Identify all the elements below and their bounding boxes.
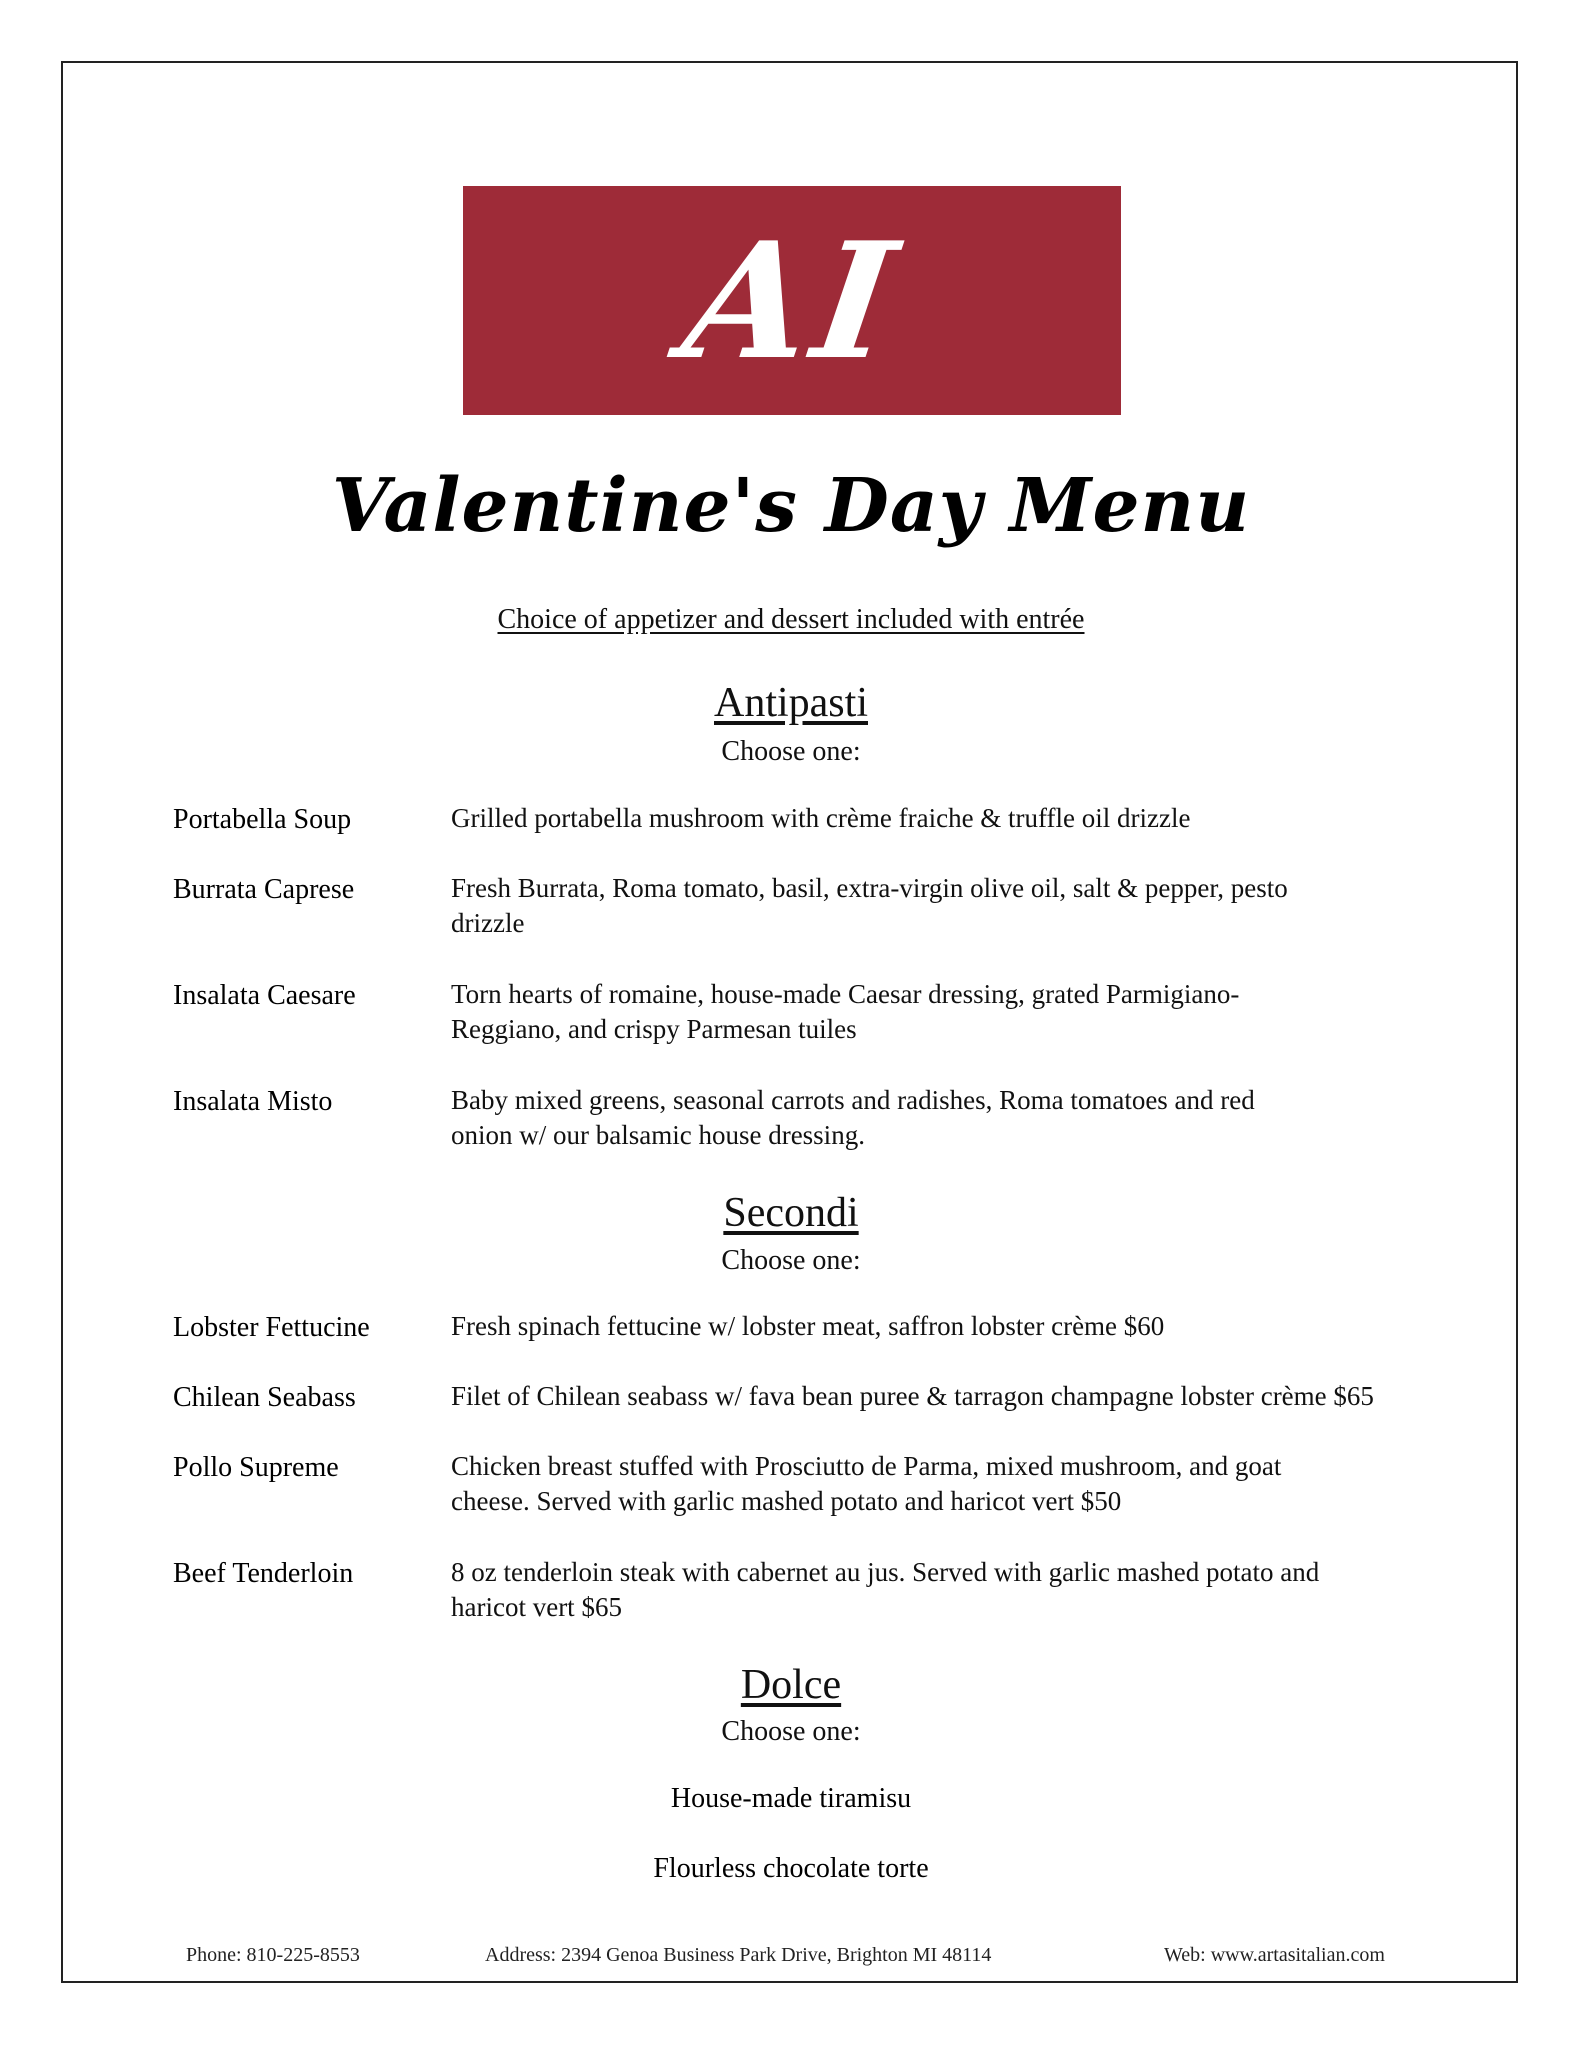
section-heading-antipasti: Antipasti [714,680,868,726]
menu-item-description: Torn hearts of romaine, house-made Caesar dressing, grated Parmigiano-Reggiano, and crispy Parmesan tuiles [451,979,1240,1044]
menu-item-name: Insalata Misto [173,1086,333,1117]
choose-one-secondi: Choose one: [721,1245,861,1276]
dessert-item: House-made tiramisu [670,1783,912,1814]
logo-text: AI [673,206,911,395]
footer-address: Address: 2394 Genoa Business Park Drive, Brighton MI 48114 [485,1944,992,1966]
menu-item-name: Burrata Caprese [173,874,355,905]
section-heading-secondi: Secondi [723,1190,859,1236]
menu-item-description: Baby mixed greens, seasonal carrots and radishes, Roma tomatoes and red onion w/ our balsamic house dressing. [451,1085,1255,1150]
menu-subtitle: Choice of appetizer and dessert included with entrée [497,604,1085,635]
menu-item-name: Lobster Fettucine [173,1312,370,1343]
menu-item-description: Filet of Chilean seabass w/ fava bean puree & tarragon champagne lobster crème $65 [451,1381,1374,1411]
footer-phone: Phone: 810-225-8553 [186,1944,360,1966]
menu-item-name: Chilean Seabass [173,1382,356,1413]
menu-item-description: 8 oz tenderloin steak with cabernet au jus. Served with garlic mashed potato and haricot vert $65 [451,1557,1320,1622]
page-title: Valentine's Day Menu [331,463,1251,549]
footer-website: Web: www.artasitalian.com [1164,1944,1385,1966]
menu-item-description: Fresh spinach fettucine w/ lobster meat, saffron lobster crème $60 [451,1311,1165,1341]
menu-item-name: Insalata Caesare [173,980,356,1011]
choose-one-dolce: Choose one: [721,1716,861,1747]
logo [463,186,1121,415]
menu-item-name: Pollo Supreme [173,1452,339,1483]
choose-one-antipasti: Choose one: [721,736,861,767]
menu-item-description: Grilled portabella mushroom with crème fraiche & truffle oil drizzle [451,803,1191,833]
menu-item-description: Chicken breast stuffed with Prosciutto de Parma, mixed mushroom, and goat cheese. Served with garlic mashed potato and haricot vert $50 [451,1451,1282,1516]
menu-item-description: Fresh Burrata, Roma tomato, basil, extra-virgin olive oil, salt & pepper, pesto drizzle [451,873,1288,938]
menu-item-name: Portabella Soup [173,804,352,835]
section-heading-dolce: Dolce [740,1662,842,1708]
menu-item-name: Beef Tenderloin [173,1558,354,1589]
dessert-item: Flourless chocolate torte [653,1853,929,1884]
